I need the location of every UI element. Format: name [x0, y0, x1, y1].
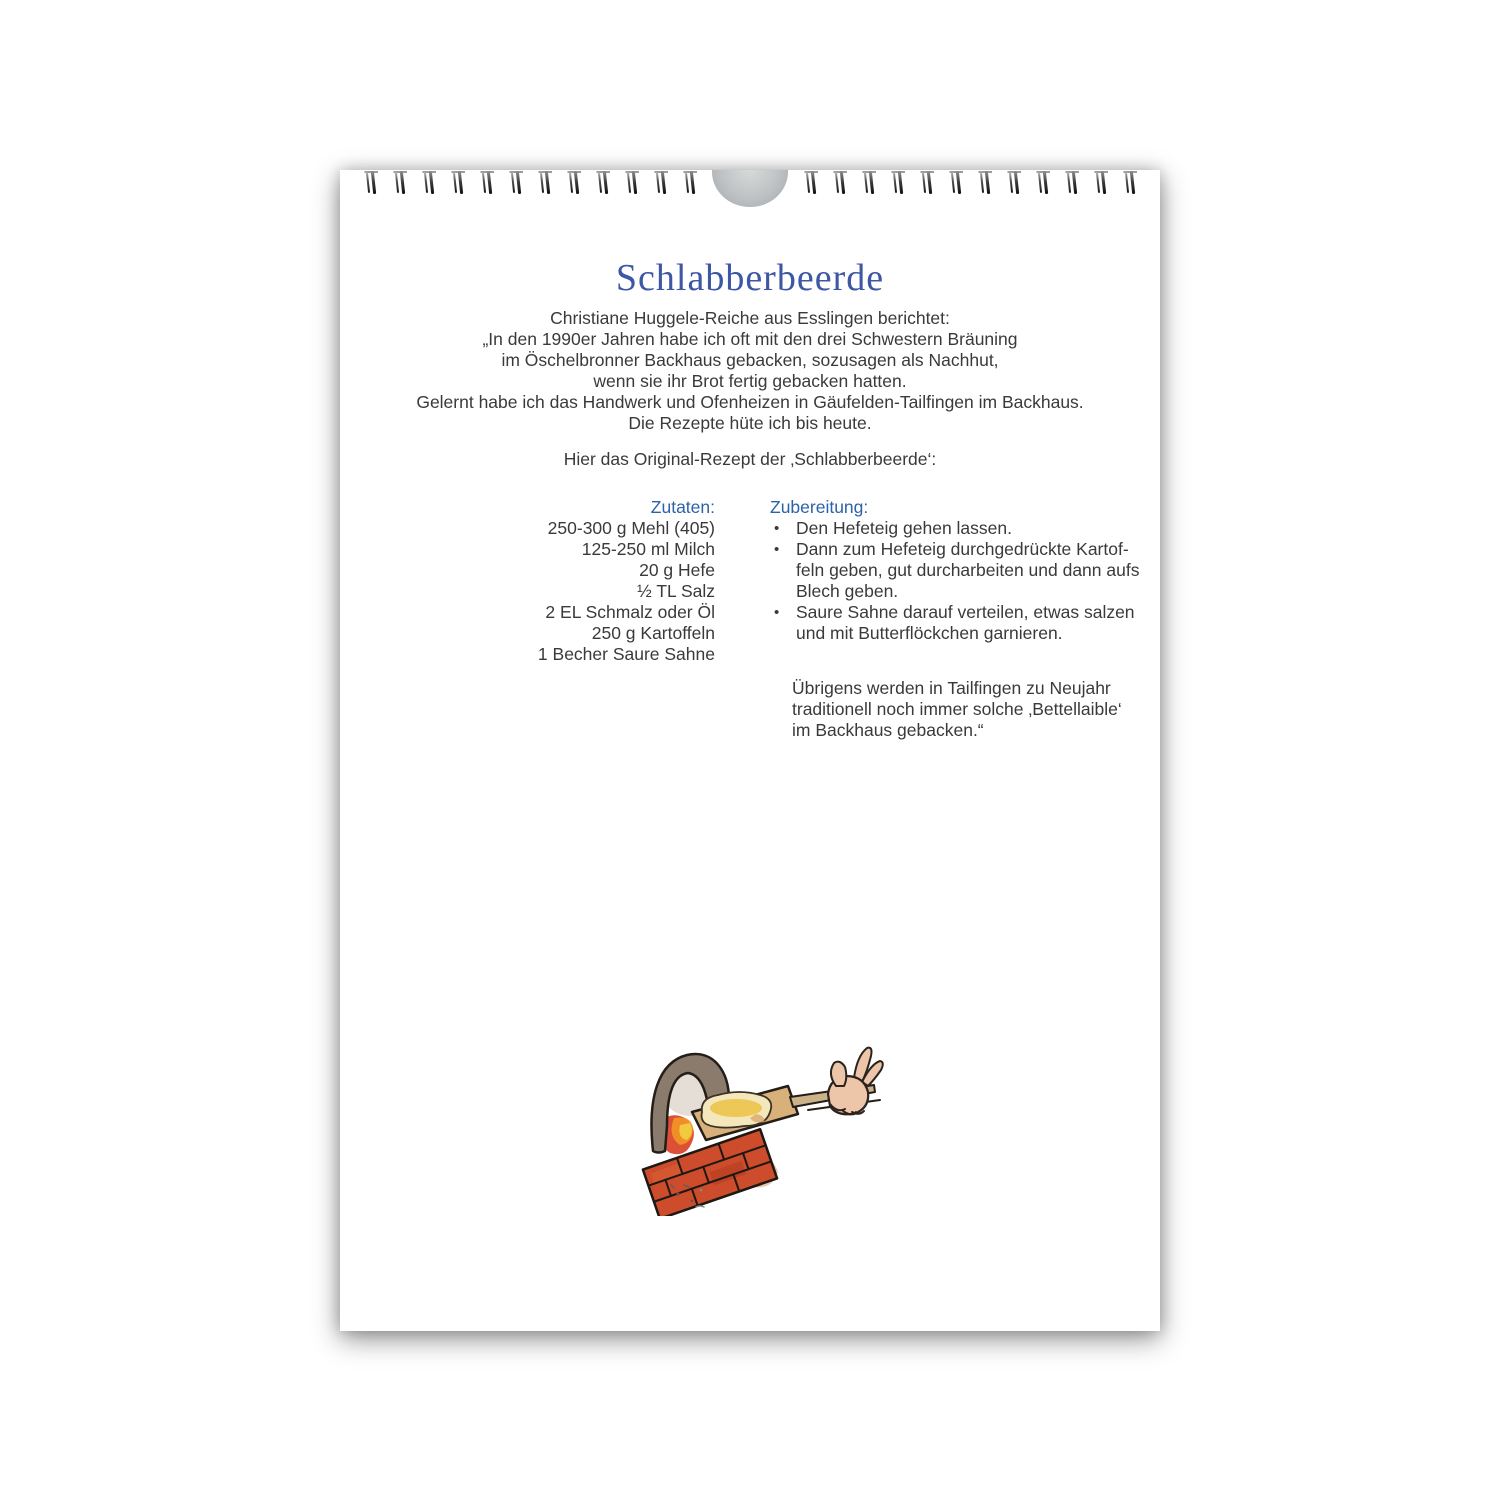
intro-line: „In den 1990er Jahren habe ich oft mit den drei Schwestern Bräuning [482, 329, 1018, 349]
preparation-step [770, 518, 1130, 539]
note-line: Übrigens werden in Tailfingen zu Neujahr [792, 678, 1111, 698]
wire-loop-icon [1006, 171, 1023, 197]
ingredient-item: 250 g Kartoffeln [591, 623, 715, 643]
ingredient-item: 1 Becher Saure Sahne [537, 644, 715, 664]
wire-loop-icon [653, 171, 670, 197]
note-line: traditionell noch immer solche ‚Bettellaible‘ [792, 699, 1122, 719]
preparation-step [770, 539, 1140, 602]
ingredient-item: 125-250 ml Milch [581, 539, 715, 559]
bullet-icon: • [774, 520, 780, 537]
ingredients-heading: Zutaten: [650, 497, 715, 517]
wire-loop-icon [948, 171, 965, 197]
wire-loop-icon [421, 171, 438, 197]
wire-loop-icon [977, 171, 994, 197]
step-line: Blech geben. [796, 581, 899, 601]
wire-loop-icon [363, 171, 380, 197]
wire-loop-icon [624, 171, 641, 197]
preparation-step [770, 602, 1135, 644]
wire-loop-icon [537, 171, 554, 197]
step-line: Saure Sahne darauf verteilen, etwas salzen [796, 602, 1135, 622]
note-paragraph [792, 678, 1132, 741]
wire-loop-icon [566, 171, 583, 197]
lead-in-line: Hier das Original-Rezept der ‚Schlabberbeerde‘: [563, 449, 937, 469]
wire-binding-left [363, 171, 699, 197]
step-line: feln geben, gut durcharbeiten und dann aufs [796, 560, 1140, 580]
preparation-column [770, 497, 1140, 644]
wire-loop-icon [595, 171, 612, 197]
wire-loop-icon [392, 171, 409, 197]
ingredient-item: 20 g Hefe [639, 560, 715, 580]
wire-loop-icon [1093, 171, 1110, 197]
wire-loop-icon [479, 171, 496, 197]
intro-paragraph [340, 308, 1160, 434]
step-line: Den Hefeteig gehen lassen. [796, 518, 1012, 538]
wire-loop-icon [1064, 171, 1081, 197]
intro-line: wenn sie ihr Brot fertig gebacken hatten. [593, 371, 907, 391]
wire-loop-icon [803, 171, 820, 197]
hanger-hook-icon [712, 170, 788, 207]
preparation-heading: Zubereitung: [770, 497, 869, 517]
wire-loop-icon [919, 171, 936, 197]
intro-line: im Öschelbronner Backhaus gebacken, sozusagen als Nachhut, [501, 350, 999, 370]
intro-line: Gelernt habe ich das Handwerk und Ofenheizen in Gäufelden-Tailfingen im Backhaus. [416, 392, 1084, 412]
bullet-icon: • [774, 541, 780, 558]
calendar-page [340, 170, 1160, 1331]
wire-loop-icon [861, 171, 878, 197]
wire-loop-icon [1035, 171, 1052, 197]
bread-oven-illustration [640, 1034, 888, 1216]
wire-loop-icon [682, 171, 699, 197]
page-title: Schlabberbeerde [615, 257, 885, 299]
note-line: im Backhaus gebacken.“ [792, 720, 984, 740]
ingredient-item: 250-300 g Mehl (405) [547, 518, 715, 538]
wire-binding-right [803, 171, 1139, 197]
wire-loop-icon [1122, 171, 1139, 197]
step-line: und mit Butterflöckchen garnieren. [796, 623, 1063, 643]
wire-loop-icon [508, 171, 525, 197]
wire-loop-icon [450, 171, 467, 197]
ingredient-item: 2 EL Schmalz oder Öl [545, 602, 715, 622]
intro-line: Christiane Huggele-Reiche aus Esslingen berichtet: [550, 308, 950, 328]
wire-loop-icon [890, 171, 907, 197]
step-line: Dann zum Hefeteig durchgedrückte Kartof- [796, 539, 1129, 559]
ingredients-column [500, 497, 715, 665]
wire-loop-icon [832, 171, 849, 197]
intro-line: Die Rezepte hüte ich bis heute. [628, 413, 872, 433]
ingredient-item: ½ TL Salz [637, 581, 715, 601]
bullet-icon: • [774, 604, 780, 621]
